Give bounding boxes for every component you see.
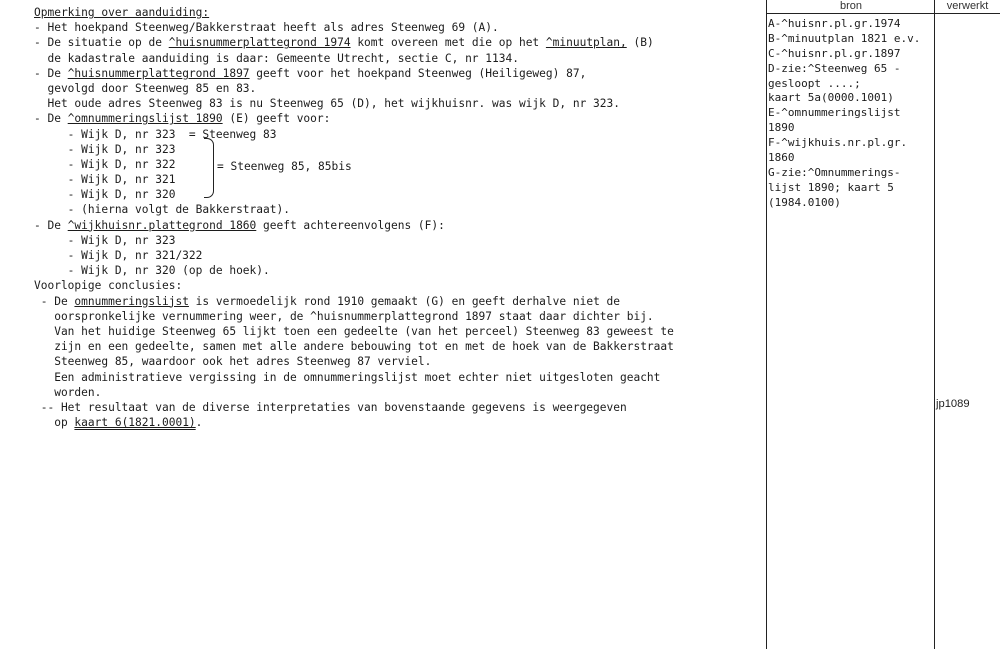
source-entry: lijst 1890; kaart 5	[768, 180, 894, 194]
map-link: kaart 6(1821.0001)	[74, 416, 196, 430]
text-line: op kaart 6(1821.0001).	[34, 416, 203, 430]
column-header-verwerkt: verwerkt	[946, 0, 989, 12]
grouping-brace	[204, 138, 214, 198]
list-item: - Wijk D, nr 323 = Steenweg 83	[34, 127, 277, 141]
source-entry: 1890	[768, 121, 795, 135]
text-line: - De situatie op de ^huisnummerplattegrond 1974 komt overeen met die op het ^minuutplan, (B)	[34, 36, 654, 50]
source-entry: 1860	[768, 151, 795, 165]
source-entry: E-^omnummeringslijst	[768, 106, 901, 120]
source-entry: G-zie:^Omnummerings-	[768, 165, 901, 179]
text-line: - De ^omnummeringslijst 1890 (E) geeft voor:	[34, 112, 331, 126]
column-header-bron: bron	[839, 0, 863, 12]
list-item: - Wijk D, nr 323	[34, 142, 176, 156]
text-line: - De ^huisnummerplattegrond 1897 geeft voor het hoekpand Steenweg (Heiligeweg) 87,	[34, 66, 587, 80]
source-entry: F-^wijkhuis.nr.pl.gr.	[768, 136, 908, 150]
header-rule	[766, 13, 1000, 14]
list-item: - Wijk D, nr 323	[34, 233, 176, 247]
source-link: omnummeringslijst	[74, 294, 189, 308]
text-line: zijn en een gedeelte, samen met alle andere bebouwing tot en met de hoek van de Bakkerstraat	[34, 340, 674, 354]
text-line: - De ^wijkhuisnr.plattegrond 1860 geeft achtereenvolgens (F):	[34, 218, 445, 232]
section-title: Opmerking over aanduiding:	[34, 6, 210, 19]
source-link: ^huisnummerplattegrond 1974	[168, 36, 351, 50]
source-entry: D-zie:^Steenweg 65 -	[768, 61, 901, 75]
text-line: - De omnummeringslijst is vermoedelijk rond 1910 gemaakt (G) en geeft derhalve niet de	[34, 294, 621, 308]
source-link: ^omnummeringslijst 1890	[67, 112, 223, 126]
source-entry: B-^minuutplan 1821 e.v.	[768, 31, 921, 45]
source-entry: gesloopt ....;	[768, 76, 861, 90]
source-entry: kaart 5a(0000.1001)	[768, 91, 894, 105]
source-entry: A-^huisnr.pl.gr.1974	[768, 17, 901, 30]
list-item: - Wijk D, nr 320	[34, 188, 176, 202]
list-item: - Wijk D, nr 320 (op de hoek).	[34, 264, 270, 278]
text-line: Het oude adres Steenweg 83 is nu Steenweg 65 (D), het wijkhuisnr. was wijk D, nr 323.	[34, 97, 620, 111]
main-text	[34, 5, 759, 430]
text-line: oorspronkelijke vernummering weer, de ^huisnummerplattegrond 1897 staat daar dichter bij.	[34, 309, 654, 323]
processed-reference: jp1089	[936, 398, 970, 410]
source-link: ^wijkhuisnr.plattegrond 1860	[67, 218, 257, 232]
list-item: - Wijk D, nr 322	[34, 157, 176, 171]
text-line: Een administratieve vergissing in de omnummeringslijst moet echter niet uitgesloten geacht	[34, 370, 661, 384]
text-line: -- Het resultaat van de diverse interpretaties van bovenstaande gegevens is weergegeven	[34, 400, 627, 414]
text-line: gevolgd door Steenweg 85 en 83.	[34, 81, 257, 95]
brace-label: = Steenweg 85, 85bis	[217, 160, 352, 173]
text-line: - Het hoekpand Steenweg/Bakkerstraat heeft als adres Steenweg 69 (A).	[34, 21, 499, 35]
sources-column	[768, 17, 934, 211]
source-link: ^minuutplan,	[545, 36, 627, 50]
text-line: Van het huidige Steenweg 65 lijkt toen een gedeelte (van het perceel) Steenweg 83 geweest te	[34, 324, 674, 338]
source-link: ^huisnummerplattegrond 1897	[67, 66, 250, 80]
text-line: de kadastrale aanduiding is daar: Gemeente Utrecht, sectie C, nr 1134.	[34, 51, 519, 65]
list-item: - Wijk D, nr 321/322	[34, 249, 203, 262]
source-entry: C-^huisnr.pl.gr.1897	[768, 46, 901, 60]
conclusions-title: Voorlopige conclusies:	[34, 279, 183, 293]
source-entry: (1984.0100)	[768, 195, 841, 209]
text-line: Steenweg 85, waardoor ook het adres Steenweg 87 verviel.	[34, 355, 432, 369]
column-divider-left	[766, 0, 767, 649]
column-divider-right	[934, 0, 935, 649]
text-line: worden.	[34, 385, 102, 399]
list-item: - Wijk D, nr 321	[34, 173, 176, 187]
list-item: - (hierna volgt de Bakkerstraat).	[34, 203, 290, 217]
